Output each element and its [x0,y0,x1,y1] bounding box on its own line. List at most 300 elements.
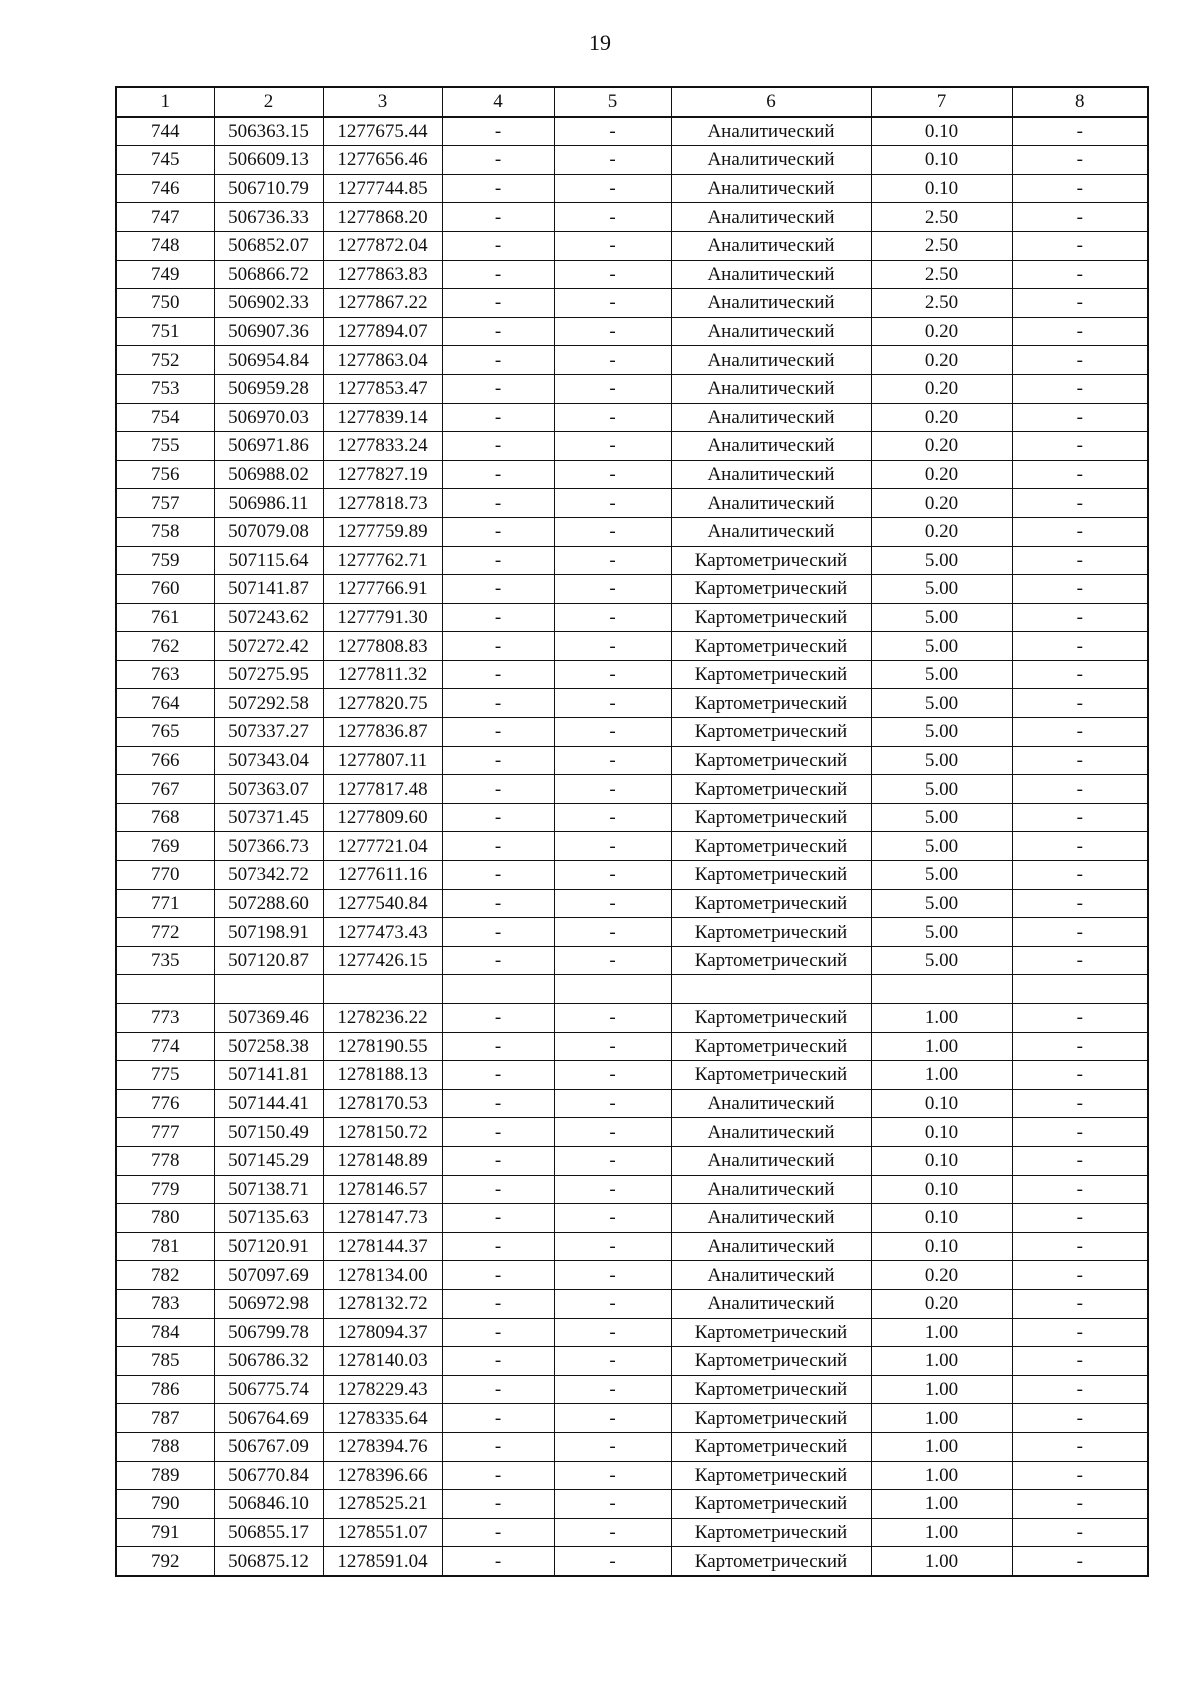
table-cell-col-8 [1012,975,1148,1004]
table-cell-col-7: 0.20 [871,317,1012,346]
table-cell-col-2: 506959.28 [214,374,323,403]
table-cell-col-4: - [442,689,554,718]
table-cell-col-1: 769 [116,832,214,861]
table-cell-col-2: 507144.41 [214,1089,323,1118]
table-cell-col-6: Картометрический [671,718,871,747]
table-row [116,575,1148,604]
table-cell-col-7: 5.00 [871,603,1012,632]
table-row [116,689,1148,718]
header-row [116,87,1148,117]
table-cell-col-1: 747 [116,203,214,232]
table-cell-col-6: Картометрический [671,632,871,661]
table-cell-col-3: 1277833.24 [323,432,442,461]
column-header-5: 5 [554,87,671,117]
table-cell-col-3: 1277867.22 [323,289,442,318]
table-cell-col-4: - [442,775,554,804]
table-cell-col-8: - [1012,489,1148,518]
table-cell-col-4: - [442,1547,554,1576]
table-cell-col-6: Картометрический [671,803,871,832]
table-cell-col-2: 506855.17 [214,1518,323,1547]
table-cell-col-1: 771 [116,889,214,918]
table-cell-col-7: 0.20 [871,1261,1012,1290]
table-cell-col-4: - [442,1261,554,1290]
table-cell-col-8: - [1012,1547,1148,1576]
table-cell-col-1: 755 [116,432,214,461]
table-cell-col-3: 1278335.64 [323,1404,442,1433]
table-row [116,746,1148,775]
table-cell-col-2: 506875.12 [214,1547,323,1576]
table-row [116,432,1148,461]
table-cell-col-2: 506866.72 [214,260,323,289]
table-cell-col-5: - [554,146,671,175]
table-cell-col-1: 767 [116,775,214,804]
table-cell-col-6: Картометрический [671,575,871,604]
table-cell-col-5: - [554,775,671,804]
table-row [116,1175,1148,1204]
table-row [116,1432,1148,1461]
table-cell-col-5: - [554,1347,671,1376]
table-cell-col-4: - [442,1175,554,1204]
table-cell-col-8: - [1012,689,1148,718]
table-cell-col-6: Аналитический [671,203,871,232]
table-cell-col-1: 773 [116,1004,214,1033]
table-cell-col-2: 507198.91 [214,918,323,947]
table-cell-col-4: - [442,718,554,747]
table-cell-col-7: 5.00 [871,775,1012,804]
table-cell-col-2: 507145.29 [214,1146,323,1175]
table-cell-col-4: - [442,517,554,546]
table-cell-col-2: 506907.36 [214,317,323,346]
table-cell-col-5: - [554,174,671,203]
table-cell-col-5: - [554,718,671,747]
table-cell-col-3: 1277426.15 [323,946,442,975]
table-row [116,918,1148,947]
table-row [116,889,1148,918]
table-cell-col-7: 1.00 [871,1547,1012,1576]
table-cell-col-8: - [1012,289,1148,318]
table-row [116,231,1148,260]
table-cell-col-3: 1277872.04 [323,231,442,260]
table-cell-col-5: - [554,346,671,375]
table-cell-col-8: - [1012,803,1148,832]
column-header-8: 8 [1012,87,1148,117]
table-cell-col-4: - [442,1318,554,1347]
table-cell-col-1: 746 [116,174,214,203]
table-cell-col-4: - [442,1204,554,1233]
table-cell-col-2: 507138.71 [214,1175,323,1204]
column-header-7: 7 [871,87,1012,117]
table-cell-col-6: Аналитический [671,432,871,461]
column-header-4: 4 [442,87,554,117]
table-cell-col-6: Аналитический [671,374,871,403]
table-cell-col-8: - [1012,1061,1148,1090]
table-cell-col-3: 1277894.07 [323,317,442,346]
column-header-3: 3 [323,87,442,117]
table-cell-col-3: 1278525.21 [323,1490,442,1519]
table-cell-col-5: - [554,603,671,632]
table-cell-col-3: 1278591.04 [323,1547,442,1576]
table-cell-col-1: 777 [116,1118,214,1147]
table-row [116,1490,1148,1519]
table-cell-col-6: Картометрический [671,1461,871,1490]
table-cell-col-8: - [1012,1175,1148,1204]
table-cell-col-4: - [442,660,554,689]
table-cell-col-4: - [442,1375,554,1404]
table-cell-col-3: 1277540.84 [323,889,442,918]
table-cell-col-7: 0.10 [871,1204,1012,1233]
table-cell-col-7: 0.20 [871,432,1012,461]
table-cell-col-2: 506770.84 [214,1461,323,1490]
table-cell-col-6: Аналитический [671,146,871,175]
table-cell-col-1: 754 [116,403,214,432]
table-cell-col-3: 1277744.85 [323,174,442,203]
table-cell-col-3: 1277836.87 [323,718,442,747]
table-cell-col-4: - [442,575,554,604]
table-cell-col-5: - [554,1461,671,1490]
table-row [116,260,1148,289]
table-cell-col-5: - [554,889,671,918]
table-cell-col-7: 1.00 [871,1461,1012,1490]
table-cell-col-2: 506971.86 [214,432,323,461]
table-cell-col-1: 752 [116,346,214,375]
table-cell-col-3: 1278170.53 [323,1089,442,1118]
table-cell-col-3: 1277675.44 [323,117,442,146]
table-cell-col-2: 507141.87 [214,575,323,604]
table-cell-col-1: 750 [116,289,214,318]
table-cell-col-7: 0.20 [871,374,1012,403]
page-number: 19 [589,30,611,55]
table-cell-col-4: - [442,1118,554,1147]
table-cell-col-2: 506902.33 [214,289,323,318]
table-row [116,203,1148,232]
table-cell-col-7: 0.10 [871,1118,1012,1147]
table-cell-col-3: 1278551.07 [323,1518,442,1547]
table-row [116,603,1148,632]
table-cell-col-4: - [442,117,554,146]
table-cell-col-6: Аналитический [671,1089,871,1118]
table-cell-col-7: 5.00 [871,689,1012,718]
table-cell-col-8: - [1012,832,1148,861]
table-cell-col-6: Картометрический [671,546,871,575]
table-cell-col-7: 0.20 [871,460,1012,489]
table-cell-col-1: 781 [116,1232,214,1261]
table-cell-col-5: - [554,374,671,403]
table-cell-col-1: 786 [116,1375,214,1404]
table-cell-col-2: 506363.15 [214,117,323,146]
table-cell-col-4: - [442,889,554,918]
table-cell-col-6: Картометрический [671,1004,871,1033]
table-cell-col-8: - [1012,889,1148,918]
table-cell-col-3: 1278094.37 [323,1318,442,1347]
table-cell-col-8: - [1012,432,1148,461]
table-row [116,1318,1148,1347]
table-cell-col-4: - [442,146,554,175]
table-cell-col-3: 1277839.14 [323,403,442,432]
table-cell-col-6: Картометрический [671,1347,871,1376]
table-cell-col-3: 1278146.57 [323,1175,442,1204]
table-cell-col-5: - [554,575,671,604]
table-cell-col-8: - [1012,1347,1148,1376]
table-cell-col-5: - [554,1004,671,1033]
table-cell-col-8: - [1012,117,1148,146]
table-cell-col-3: 1277863.83 [323,260,442,289]
table-cell-col-5: - [554,832,671,861]
table-cell-col-1: 760 [116,575,214,604]
table-cell-col-7: 0.10 [871,174,1012,203]
table-cell-col-8: - [1012,146,1148,175]
table-cell-col-5: - [554,460,671,489]
table-cell-col-2: 506972.98 [214,1289,323,1318]
table-cell-col-2: 507243.62 [214,603,323,632]
table-cell-col-7: 5.00 [871,632,1012,661]
table-cell-col-2: 507369.46 [214,1004,323,1033]
table-cell-col-6: Аналитический [671,1146,871,1175]
table-cell-col-5 [554,975,671,1004]
table-cell-col-6: Аналитический [671,1289,871,1318]
table-cell-col-4: - [442,918,554,947]
table-cell-col-8: - [1012,546,1148,575]
table-row [116,1289,1148,1318]
table-cell-col-5: - [554,946,671,975]
table-cell-col-2: 507150.49 [214,1118,323,1147]
table-cell-col-3: 1277611.16 [323,861,442,890]
table-row [116,1518,1148,1547]
table-cell-col-8: - [1012,1118,1148,1147]
table-cell-col-1: 774 [116,1032,214,1061]
table-cell-col-3: 1277759.89 [323,517,442,546]
table-cell-col-1: 782 [116,1261,214,1290]
table-cell-col-2: 507135.63 [214,1204,323,1233]
table-cell-col-1: 776 [116,1089,214,1118]
table-cell-col-6: Картометрический [671,1375,871,1404]
table-cell-col-3: 1277820.75 [323,689,442,718]
table-cell-col-4: - [442,317,554,346]
table-cell-col-8: - [1012,1004,1148,1033]
table-cell-col-1: 759 [116,546,214,575]
table-cell-col-3: 1278236.22 [323,1004,442,1033]
table-cell-col-2: 507288.60 [214,889,323,918]
table-cell-col-6: Картометрический [671,1032,871,1061]
table-cell-col-3: 1278144.37 [323,1232,442,1261]
table-cell-col-2: 506736.33 [214,203,323,232]
table-cell-col-2: 506954.84 [214,346,323,375]
table-cell-col-5: - [554,1061,671,1090]
table-cell-col-3: 1278150.72 [323,1118,442,1147]
table-cell-col-6: Картометрический [671,1061,871,1090]
table-cell-col-7 [871,975,1012,1004]
table-cell-col-7: 0.20 [871,1289,1012,1318]
table-cell-col-1: 783 [116,1289,214,1318]
table-cell-col-6: Картометрический [671,746,871,775]
table-cell-col-5: - [554,1146,671,1175]
table-cell-col-7: 0.10 [871,1146,1012,1175]
table-cell-col-4: - [442,289,554,318]
table-cell-col-6: Картометрический [671,775,871,804]
table-cell-col-4: - [442,1490,554,1519]
table-cell-col-3: 1277791.30 [323,603,442,632]
table-row [116,289,1148,318]
table-cell-col-8: - [1012,603,1148,632]
table-cell-col-1: 745 [116,146,214,175]
table-cell-col-8: - [1012,374,1148,403]
table-cell-col-5: - [554,1289,671,1318]
table-cell-col-4: - [442,1404,554,1433]
table-cell-col-2: 506710.79 [214,174,323,203]
table-cell-col-3: 1278140.03 [323,1347,442,1376]
table-cell-col-2: 506986.11 [214,489,323,518]
column-header-1: 1 [116,87,214,117]
table-cell-col-4: - [442,403,554,432]
table-cell-col-2: 506852.07 [214,231,323,260]
table-cell-col-2: 506846.10 [214,1490,323,1519]
table-cell-col-6: Картометрический [671,660,871,689]
table-cell-col-8: - [1012,775,1148,804]
table-cell-col-8: - [1012,1232,1148,1261]
table-cell-col-6: Аналитический [671,403,871,432]
table-cell-col-7: 0.10 [871,117,1012,146]
table-cell-col-5: - [554,203,671,232]
table-cell-col-5: - [554,231,671,260]
table-cell-col-4: - [442,946,554,975]
table-cell-col-7: 1.00 [871,1318,1012,1347]
table-row [116,1004,1148,1033]
table-cell-col-8: - [1012,1518,1148,1547]
table-cell-col-8: - [1012,746,1148,775]
table-cell-col-6: Картометрический [671,1432,871,1461]
table-cell-col-4: - [442,803,554,832]
table-cell-col-6: Аналитический [671,1232,871,1261]
table-cell-col-3: 1278132.72 [323,1289,442,1318]
table-cell-col-5: - [554,1089,671,1118]
table-cell-col-7: 1.00 [871,1347,1012,1376]
table-row [116,1118,1148,1147]
table-cell-col-1: 762 [116,632,214,661]
table-cell-col-2: 507120.87 [214,946,323,975]
table-cell-col-4: - [442,1289,554,1318]
table-cell-col-4: - [442,174,554,203]
table-row [116,403,1148,432]
table-cell-col-7: 2.50 [871,289,1012,318]
table-cell-col-5: - [554,689,671,718]
table-cell-col-5: - [554,289,671,318]
table-cell-col-6: Аналитический [671,317,871,346]
table-cell-col-6: Аналитический [671,117,871,146]
table-cell-col-7: 1.00 [871,1404,1012,1433]
table-cell-col-5: - [554,403,671,432]
table-cell-col-6: Аналитический [671,346,871,375]
table-cell-col-5: - [554,317,671,346]
table-cell-col-8: - [1012,1204,1148,1233]
table-row [116,946,1148,975]
table-cell-col-8: - [1012,1404,1148,1433]
table-row [116,1061,1148,1090]
table-cell-col-5: - [554,260,671,289]
column-header-6: 6 [671,87,871,117]
table-cell-col-2: 507115.64 [214,546,323,575]
table-cell-col-5: - [554,1432,671,1461]
table-cell-col-7: 1.00 [871,1490,1012,1519]
table-cell-col-3: 1278188.13 [323,1061,442,1090]
table-cell-col-1: 753 [116,374,214,403]
table-cell-col-4: - [442,603,554,632]
table-cell-col-6: Аналитический [671,260,871,289]
table-cell-col-3: 1277827.19 [323,460,442,489]
table-row [116,1089,1148,1118]
table-cell-col-6: Аналитический [671,1118,871,1147]
table-row [116,660,1148,689]
table-cell-col-5: - [554,1404,671,1433]
table-row [116,460,1148,489]
table-cell-col-8: - [1012,203,1148,232]
table-cell-col-4: - [442,1518,554,1547]
table-cell-col-2: 507258.38 [214,1032,323,1061]
table-cell-col-6: Картометрический [671,689,871,718]
table-cell-col-3: 1278147.73 [323,1204,442,1233]
table-cell-col-7: 0.20 [871,517,1012,546]
table-cell-col-2: 507343.04 [214,746,323,775]
table-cell-col-1: 775 [116,1061,214,1090]
table-cell-col-3: 1277807.11 [323,746,442,775]
table-cell-col-5: - [554,1118,671,1147]
table-cell-col-7: 1.00 [871,1432,1012,1461]
table-cell-col-7: 0.10 [871,1089,1012,1118]
table-cell-col-7: 5.00 [871,918,1012,947]
table-cell-col-2: 506786.32 [214,1347,323,1376]
table-cell-col-7: 1.00 [871,1518,1012,1547]
table-cell-col-6: Картометрический [671,1547,871,1576]
table-cell-col-3: 1278396.66 [323,1461,442,1490]
table-cell-col-1: 768 [116,803,214,832]
table-cell-col-3: 1277811.32 [323,660,442,689]
table-row [116,1547,1148,1576]
table-cell-col-2: 506988.02 [214,460,323,489]
table-cell-col-3: 1277656.46 [323,146,442,175]
table-cell-col-1: 792 [116,1547,214,1576]
table-cell-col-8: - [1012,1289,1148,1318]
table-cell-col-8: - [1012,317,1148,346]
table-cell-col-4: - [442,1461,554,1490]
table-cell-col-8: - [1012,1261,1148,1290]
table-cell-col-6: Картометрический [671,918,871,947]
table-cell-col-2: 507371.45 [214,803,323,832]
table-cell-col-2: 507342.72 [214,861,323,890]
table-cell-col-1: 763 [116,660,214,689]
table-cell-col-8: - [1012,1375,1148,1404]
table-cell-col-7: 1.00 [871,1004,1012,1033]
table-cell-col-6: Аналитический [671,1204,871,1233]
table-cell-col-1: 735 [116,946,214,975]
table-cell-col-7: 2.50 [871,231,1012,260]
table-cell-col-4: - [442,374,554,403]
table-cell-col-7: 1.00 [871,1061,1012,1090]
table-cell-col-8: - [1012,946,1148,975]
table-cell-col-6: Картометрический [671,603,871,632]
table-cell-col-3: 1277818.73 [323,489,442,518]
table-cell-col-8: - [1012,260,1148,289]
table-cell-col-8: - [1012,517,1148,546]
table-cell-col-1: 789 [116,1461,214,1490]
table-row [116,1347,1148,1376]
table-cell-col-4: - [442,832,554,861]
table-cell-col-2: 506609.13 [214,146,323,175]
table-cell-col-2: 506775.74 [214,1375,323,1404]
table-cell-col-2: 507272.42 [214,632,323,661]
table-cell-col-4: - [442,1032,554,1061]
table-body [116,117,1148,1576]
table-cell-col-4: - [442,1432,554,1461]
table-cell-col-1: 787 [116,1404,214,1433]
table-cell-col-7: 0.20 [871,346,1012,375]
